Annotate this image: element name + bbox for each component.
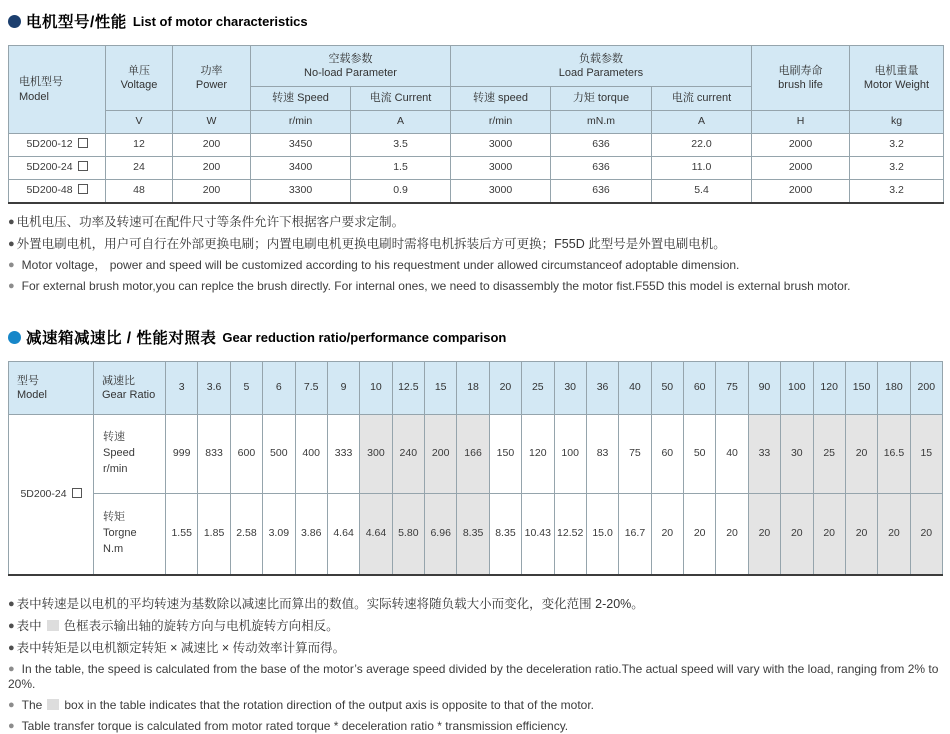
- ratio-header-cell: 20: [489, 362, 521, 415]
- col-brushlife-en: brush life: [778, 79, 823, 91]
- section2-title: [8, 326, 943, 348]
- torque-value-cell: 1.55: [166, 494, 198, 576]
- ratio-header-cell: 100: [781, 362, 813, 415]
- value-cell: 2000: [752, 180, 850, 204]
- note-line: [8, 597, 943, 613]
- torque-value-cell: 5.80: [392, 494, 424, 576]
- speed-value-cell: 999: [166, 415, 198, 494]
- value-cell: 200: [173, 134, 251, 157]
- model-text: 5D200-12: [26, 138, 73, 151]
- speed-value-cell: 200: [425, 415, 457, 494]
- note-text: 外置电刷电机，用户可自行在外部更换电刷；内置电刷电机更换电刷时需将电机拆装后方可更换；F55D 此型号是外置电刷电机。: [16, 236, 726, 251]
- note-line: [8, 719, 943, 734]
- speed-value-cell: 166: [457, 415, 489, 494]
- speed-value-cell: 40: [716, 415, 748, 494]
- speed-value-cell: 500: [263, 415, 295, 494]
- unit-cell: r/min: [451, 111, 551, 134]
- ratio-header-cell: 25: [522, 362, 554, 415]
- group-noload-zh: 空载参数: [328, 52, 373, 65]
- value-cell: 3.5: [351, 134, 451, 157]
- torque-label-unit: N.m: [103, 543, 124, 556]
- torque-value-cell: 3.86: [295, 494, 327, 576]
- value-cell: 22.0: [652, 134, 752, 157]
- speed-row-label: [94, 415, 166, 494]
- value-cell: 3450: [251, 134, 351, 157]
- speed-value-cell: 30: [781, 415, 813, 494]
- col-model-zh: 电机型号: [19, 76, 63, 89]
- unit-cell: A: [351, 111, 451, 134]
- section2-title-en: Gear reduction ratio/performance comparison: [222, 329, 507, 345]
- ratio-header-cell: 6: [263, 362, 295, 415]
- section1-title-zh: 电机型号/性能: [26, 14, 127, 31]
- value-cell: 636: [551, 180, 652, 204]
- speed-value-cell: 833: [198, 415, 230, 494]
- note-bullet-icon: ●: [8, 237, 15, 250]
- speed-value-cell: 20: [845, 415, 877, 494]
- speed-value-cell: 333: [327, 415, 359, 494]
- torque-value-cell: 20: [651, 494, 683, 576]
- value-cell: 12: [106, 134, 173, 157]
- speed-label-unit: r/min: [103, 463, 128, 476]
- torque-value-cell: 20: [716, 494, 748, 576]
- note-text: 表中转矩是以电机额定转矩 × 减速比 × 传动效率计算而得。: [16, 640, 346, 655]
- col-ratio-zh: 减速比: [102, 374, 135, 387]
- col-model2-header: [9, 362, 94, 415]
- torque-value-cell: 8.35: [489, 494, 521, 576]
- note-text: 色框表示输出轴的旋转方向与电机旋转方向相反。: [63, 618, 339, 633]
- torque-value-cell: 10.43: [522, 494, 554, 576]
- section2-notes: [8, 597, 943, 734]
- note-line: [8, 662, 943, 692]
- speed-label-en: Speed: [103, 447, 135, 460]
- col-load-torque-header: 力矩 torque: [551, 87, 652, 111]
- note-text: 表中: [16, 618, 42, 633]
- ratio-header-cell: 36: [586, 362, 618, 415]
- torque-value-cell: 20: [781, 494, 813, 576]
- ratio-header-cell: 15: [425, 362, 457, 415]
- col-voltage-zh: 单压: [128, 64, 150, 77]
- value-cell: 3300: [251, 180, 351, 204]
- checkbox-square-icon: [78, 184, 88, 194]
- motor-characteristics-table: [8, 45, 944, 204]
- note-bullet-icon: ●: [8, 641, 15, 654]
- col-model-en: Model: [19, 90, 49, 103]
- col-power-header: [173, 46, 251, 111]
- value-cell: 200: [173, 157, 251, 180]
- checkbox-square-icon: [78, 138, 88, 148]
- value-cell: 0.9: [351, 180, 451, 204]
- torque-value-cell: 16.7: [619, 494, 651, 576]
- section2-title-zh: 减速箱减速比 / 性能对照表: [26, 330, 217, 348]
- gear-model-cell: [9, 415, 94, 576]
- unit-cell: V: [106, 111, 173, 134]
- torque-value-cell: 6.96: [425, 494, 457, 576]
- torque-value-cell: 12.52: [554, 494, 586, 576]
- value-cell: 636: [551, 157, 652, 180]
- speed-value-cell: 60: [651, 415, 683, 494]
- ratio-header-cell: 10: [360, 362, 392, 415]
- note-line: [8, 619, 943, 635]
- unit-cell: r/min: [251, 111, 351, 134]
- note-text: The: [21, 698, 43, 713]
- note-text: In the table, the speed is calculated from the base of the motor’s average speed divided by the deceleration ratio.The actual speed will vary with the load, ranging from 2% to 20%.: [8, 662, 939, 692]
- col-model2-zh: 型号: [17, 374, 39, 387]
- unit-cell: kg: [850, 111, 944, 134]
- checkbox-square-icon: [78, 161, 88, 171]
- col-weight-zh: 电机重量: [874, 64, 919, 77]
- unit-cell: A: [652, 111, 752, 134]
- ratio-header-cell: 90: [748, 362, 780, 415]
- ratio-header-cell: 3.6: [198, 362, 230, 415]
- col-voltage-en: Voltage: [120, 79, 158, 91]
- speed-value-cell: 300: [360, 415, 392, 494]
- ratio-header-cell: 50: [651, 362, 683, 415]
- col-power-en: Power: [195, 79, 228, 91]
- torque-value-cell: 8.35: [457, 494, 489, 576]
- torque-value-cell: 4.64: [360, 494, 392, 576]
- note-bullet-icon: ●: [8, 720, 15, 733]
- speed-value-cell: 33: [748, 415, 780, 494]
- speed-value-cell: 100: [554, 415, 586, 494]
- col-load-speed-header: 转速 speed: [451, 87, 551, 111]
- torque-label-en: Torgne: [103, 527, 137, 540]
- col-power-zh: 功率: [200, 64, 223, 77]
- model-cell: [9, 134, 106, 157]
- ratio-header-cell: 3: [166, 362, 198, 415]
- ratio-header-cell: 75: [716, 362, 748, 415]
- gray-box-swatch: [47, 620, 59, 631]
- value-cell: 3000: [451, 157, 551, 180]
- value-cell: 48: [106, 180, 173, 204]
- torque-value-cell: 20: [748, 494, 780, 576]
- speed-value-cell: 400: [295, 415, 327, 494]
- ratio-header-cell: 120: [813, 362, 845, 415]
- ratio-header-cell: 40: [619, 362, 651, 415]
- col-brushlife-header: [752, 46, 850, 111]
- model-cell: [9, 180, 106, 204]
- unit-cell: H: [752, 111, 850, 134]
- torque-value-cell: 1.85: [198, 494, 230, 576]
- speed-value-cell: 150: [489, 415, 521, 494]
- value-cell: 2000: [752, 134, 850, 157]
- unit-cell: mN.m: [551, 111, 652, 134]
- torque-value-cell: 15.0: [586, 494, 618, 576]
- note-text: 表中转速是以电机的平均转速为基数除以减速比而算出的数值。实际转速将随负载大小而变化，变化范围 2-20%。: [16, 597, 644, 612]
- note-line: [8, 698, 943, 713]
- group-noload-en: No-load Parameter: [304, 67, 397, 79]
- section1-bullet-icon: [8, 15, 21, 28]
- col-noload-current-header: 电流 Current: [351, 87, 451, 111]
- torque-value-cell: 20: [910, 494, 942, 576]
- value-cell: 200: [173, 180, 251, 204]
- note-bullet-icon: ●: [8, 663, 15, 676]
- note-bullet-icon: ●: [8, 619, 15, 632]
- torque-value-cell: 3.09: [263, 494, 295, 576]
- gray-box-swatch: [47, 699, 59, 710]
- value-cell: 3000: [451, 180, 551, 204]
- section1-notes: [8, 215, 943, 294]
- unit-cell: W: [173, 111, 251, 134]
- note-text: 电机电压、功率及转速可在配件尺寸等条件允许下根据客户要求定制。: [16, 215, 405, 229]
- motor-row: [9, 134, 944, 157]
- model-text: 5D200-48: [26, 184, 73, 197]
- ratio-header-cell: 30: [554, 362, 586, 415]
- value-cell: 3400: [251, 157, 351, 180]
- group-load-en: Load Parameters: [558, 67, 644, 79]
- model-cell: [9, 157, 106, 180]
- speed-value-cell: 50: [684, 415, 716, 494]
- model-text: 5D200-24: [26, 161, 73, 174]
- gear-model-text: 5D200-24: [20, 487, 67, 500]
- ratio-header-cell: 12.5: [392, 362, 424, 415]
- col-weight-en: Motor Weight: [863, 79, 930, 91]
- torque-value-cell: 20: [813, 494, 845, 576]
- col-ratio-en: Gear Ratio: [102, 389, 156, 402]
- torque-label-zh: 转矩: [103, 511, 125, 524]
- speed-value-cell: 25: [813, 415, 845, 494]
- value-cell: 636: [551, 134, 652, 157]
- value-cell: 3000: [451, 134, 551, 157]
- torque-row-label: [94, 494, 166, 576]
- col-model-header: [9, 46, 106, 134]
- note-line: [8, 641, 943, 657]
- note-line: [8, 237, 943, 253]
- note-bullet-icon: ●: [8, 259, 15, 272]
- note-bullet-icon: ●: [8, 598, 15, 611]
- note-text: Motor voltage， power and speed will be customized according to his requestment under allowed circumstanceof adoptable dimension.: [21, 258, 740, 273]
- note-bullet-icon: ●: [8, 216, 15, 228]
- group-load-zh: 负载参数: [579, 52, 623, 65]
- torque-value-cell: 20: [878, 494, 910, 576]
- value-cell: 3.2: [850, 157, 944, 180]
- ratio-header-cell: 9: [327, 362, 359, 415]
- ratio-header-cell: 18: [457, 362, 489, 415]
- note-line: [8, 279, 943, 294]
- motor-row: [9, 157, 944, 180]
- ratio-header-cell: 200: [910, 362, 942, 415]
- note-line: [8, 258, 943, 273]
- ratio-header-cell: 5: [230, 362, 262, 415]
- speed-value-cell: 83: [586, 415, 618, 494]
- value-cell: 1.5: [351, 157, 451, 180]
- note-line: [8, 215, 943, 231]
- torque-value-cell: 4.64: [327, 494, 359, 576]
- speed-value-cell: 600: [230, 415, 262, 494]
- ratio-header-cell: 180: [878, 362, 910, 415]
- torque-value-cell: 2.58: [230, 494, 262, 576]
- note-text: For external brush motor,you can replce the brush directly. For internal ones, we need to disassembly the motor fist.F55D this model is external brush motor.: [21, 279, 851, 294]
- note-text: box in the table indicates that the rotation direction of the output axis is opposite to that of the motor.: [64, 698, 595, 713]
- col-model2-en: Model: [17, 389, 47, 402]
- speed-value-cell: 75: [619, 415, 651, 494]
- group-noload-header: [251, 46, 451, 87]
- ratio-header-cell: 60: [684, 362, 716, 415]
- note-bullet-icon: ●: [8, 280, 15, 293]
- torque-value-cell: 20: [845, 494, 877, 576]
- gear-reduction-table: [8, 361, 943, 576]
- speed-value-cell: 16.5: [878, 415, 910, 494]
- speed-value-cell: 15: [910, 415, 942, 494]
- checkbox-square-icon: [72, 488, 82, 498]
- note-text: Table transfer torque is calculated from motor rated torque * deceleration ratio * transmission efficiency.: [21, 719, 569, 734]
- section2-bullet-icon: [8, 331, 21, 344]
- speed-value-cell: 240: [392, 415, 424, 494]
- value-cell: 2000: [752, 157, 850, 180]
- speed-value-cell: 120: [522, 415, 554, 494]
- motor-row: [9, 180, 944, 204]
- col-noload-speed-header: 转速 Speed: [251, 87, 351, 111]
- section1-title: [8, 10, 943, 32]
- value-cell: 24: [106, 157, 173, 180]
- col-weight-header: [850, 46, 944, 111]
- value-cell: 11.0: [652, 157, 752, 180]
- value-cell: 3.2: [850, 134, 944, 157]
- ratio-header-cell: 7.5: [295, 362, 327, 415]
- note-bullet-icon: ●: [8, 699, 15, 712]
- col-load-current-header: 电流 current: [652, 87, 752, 111]
- col-ratio-header: [94, 362, 166, 415]
- ratio-header-cell: 150: [845, 362, 877, 415]
- value-cell: 3.2: [850, 180, 944, 204]
- value-cell: 5.4: [652, 180, 752, 204]
- group-load-header: [451, 46, 752, 87]
- col-brushlife-zh: 电刷寿命: [778, 64, 823, 77]
- section1-title-en: List of motor characteristics: [132, 13, 308, 29]
- units-row: [9, 111, 944, 134]
- col-voltage-header: [106, 46, 173, 111]
- torque-value-cell: 20: [684, 494, 716, 576]
- speed-label-zh: 转速: [103, 431, 125, 444]
